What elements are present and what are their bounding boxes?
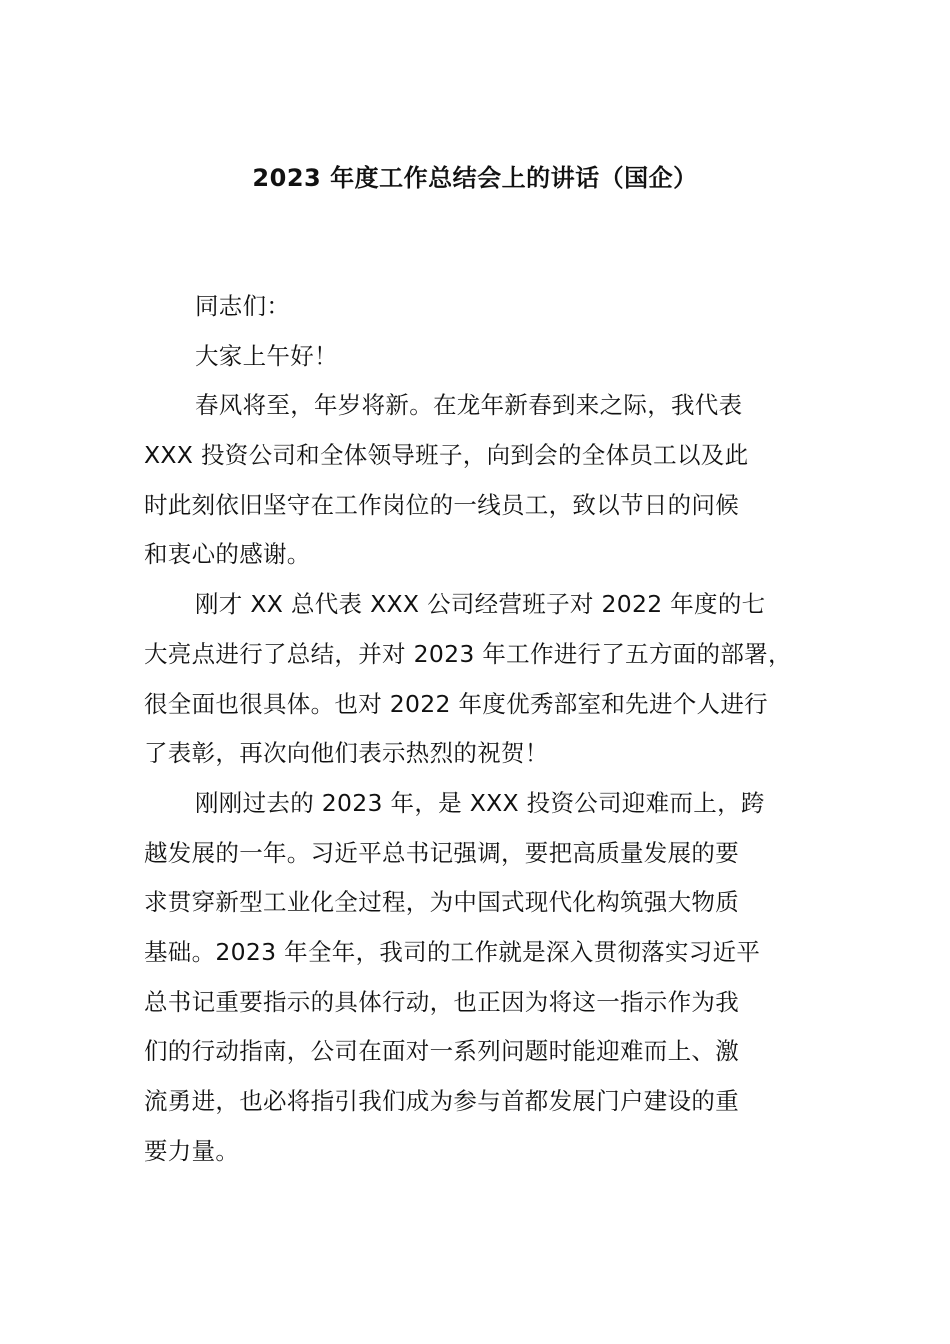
paragraph-line: 基础。2023 年全年，我司的工作就是深入贯彻落实习近平 [144, 937, 761, 966]
paragraph-line: 总书记重要指示的具体行动，也正因为将这一指示作为我 [144, 987, 739, 1016]
paragraph-line: 刚才 XX 总代表 XXX 公司经营班子对 2022 年度的七 [195, 590, 766, 619]
paragraph-line: 春风将至，年岁将新。在龙年新春到来之际，我代表 [195, 391, 743, 420]
paragraph-line: 和衷心的感谢。 [144, 540, 311, 569]
greeting-line: 大家上午好！ [195, 341, 338, 370]
paragraph-line: 了表彰，再次向他们表示热烈的祝贺！ [144, 739, 549, 768]
paragraph-line: 流勇进，也必将指引我们成为参与首都发展门户建设的重 [144, 1087, 739, 1115]
paragraph-line: 求贯穿新型工业化全过程，为中国式现代化构筑强大物质 [144, 888, 739, 917]
paragraph-line: 要力量。 [144, 1136, 240, 1165]
paragraph-line: 很全面也很具体。也对 2022 年度优秀部室和先进个人进行 [144, 689, 768, 718]
document-title: 2023 年度工作总结会上的讲话（国企） [252, 164, 698, 192]
paragraph-line: 刚刚过去的 2023 年，是 XXX 投资公司迎难而上，跨 [195, 788, 765, 817]
paragraph-line: 大亮点进行了总结，并对 2023 年工作进行了五方面的部署， [144, 639, 792, 668]
paragraph-line: 们的行动指南，公司在面对一系列问题时能迎难而上、激 [144, 1037, 739, 1066]
salutation-line: 同志们： [195, 292, 291, 320]
document-body [144, 282, 824, 1176]
paragraph-line: 时此刻依旧坚守在工作岗位的一线员工，致以节日的问候 [144, 490, 739, 519]
paragraph-line: 越发展的一年。习近平总书记强调，要把高质量发展的要 [144, 838, 739, 867]
paragraph-line: XXX 投资公司和全体领导班子，向到会的全体员工以及此 [144, 441, 749, 470]
